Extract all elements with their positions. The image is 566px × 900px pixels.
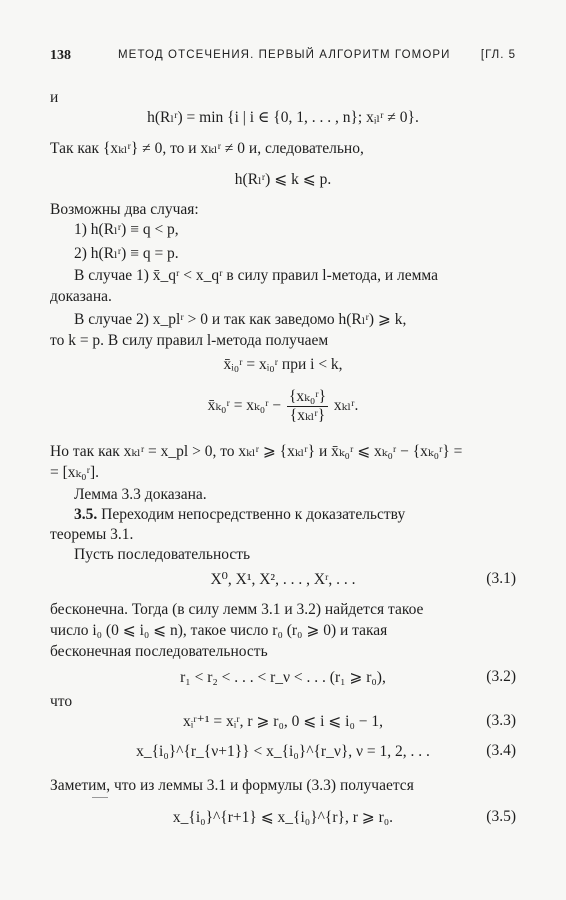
equation-3-5: x_{i₀}^{r+1} ⩽ x_{i₀}^{r}, r ⩾ r₀.	[172, 809, 394, 826]
equation-h-definition: h(Rₗʳ) = min {i | i ∈ {0, 1, . . . , n}; xᵢₗʳ ≠ 0}.	[147, 109, 419, 126]
equation-i0: x̄ᵢ₀ʳ = xᵢ₀ʳ при i < k,	[223, 356, 343, 373]
equation-bound: h(Rₗʳ) ⩽ k ⩽ p.	[234, 171, 332, 188]
text-line: Но так как xₖₗʳ = x_pl > 0, то xₖₗʳ ⩾ {xₖₗʳ} и x̄ₖ₀ʳ ⩽ xₖ₀ʳ − {xₖ₀ʳ} =	[50, 443, 463, 460]
equation-k0-left: x̄ₖ₀ʳ = xₖ₀ʳ −	[207, 397, 282, 414]
text-line: что	[50, 693, 73, 710]
equation-k0	[50, 386, 516, 426]
equation-tag-3-5: (3.5)	[486, 808, 516, 825]
text-line: доказана.	[50, 288, 112, 305]
equation-3-1: X⁰, X¹, X², . . . , Xʳ, . . .	[210, 571, 356, 588]
case-1: 1) h(Rₗʳ) ≡ q < p,	[74, 221, 179, 238]
text-line: и	[50, 89, 59, 106]
text-line: то k = p. В силу правил l-метода получаем	[50, 332, 329, 349]
text-line: бесконечна. Тогда (в силу лемм 3.1 и 3.2) найдется такое	[50, 601, 424, 618]
text-line: теоремы 3.1.	[50, 526, 134, 543]
section-number: 3.5.	[74, 506, 98, 523]
chapter-marker: [ГЛ. 5	[480, 49, 516, 61]
equation-tag-3-2: (3.2)	[486, 668, 516, 685]
equation-3-3: xᵢʳ⁺¹ = xᵢʳ, r ⩾ r₀, 0 ⩽ i ⩽ i₀ − 1,	[183, 713, 383, 730]
equation-tag-3-1: (3.1)	[486, 570, 516, 587]
equation-tag-3-3: (3.3)	[486, 712, 516, 729]
margin-mark	[92, 797, 108, 798]
text-line: Заметим, что из леммы 3.1 и формулы (3.3) получается	[50, 777, 414, 794]
page-number: 138	[50, 48, 71, 63]
text-line: Возможны два случая:	[50, 201, 199, 218]
text-line: число i₀ (0 ⩽ i₀ ⩽ n), такое число r₀ (r₀ ⩾ 0) и такая	[50, 622, 388, 639]
case-2: 2) h(Rₗʳ) ≡ q = p.	[74, 245, 179, 262]
text-line: В случае 2) x_plʳ > 0 и так как заведомо h(Rₗʳ) ⩾ k,	[74, 311, 407, 328]
equation-k0-right: xₖₗʳ.	[333, 397, 359, 414]
page-header	[50, 48, 516, 68]
fraction-numerator: {xₖ₀ʳ}	[288, 387, 327, 405]
text-line: Пусть последовательность	[74, 546, 251, 563]
fraction	[287, 388, 328, 425]
text-line: Лемма 3.3 доказана.	[74, 486, 207, 503]
equation-3-4: x_{i₀}^{r_{ν+1}} < x_{i₀}^{r_ν}, ν = 1, 2, . . .	[136, 743, 430, 760]
text-line: Так как {xₖₗʳ} ≠ 0, то и xₖₗʳ ≠ 0 и, следовательно,	[50, 140, 364, 157]
equation-tag-3-4: (3.4)	[486, 742, 516, 759]
text-line: = [xₖ₀ʳ].	[50, 464, 99, 481]
section-heading	[74, 505, 516, 525]
section-text: Переходим непосредственно к доказательству	[97, 506, 406, 523]
running-title: МЕТОД ОТСЕЧЕНИЯ. ПЕРВЫЙ АЛГОРИТМ ГОМОРИ	[118, 49, 451, 61]
fraction-denominator: {xₖₗʳ}	[289, 406, 326, 424]
text-line: бесконечная последовательность	[50, 643, 268, 660]
equation-3-2: r₁ < r₂ < . . . < r_ν < . . . (r₁ ⩾ r₀),	[180, 669, 386, 686]
text-line: В случае 1) x̄_qʳ < x_qʳ в силу правил l-метода, и лемма	[74, 267, 438, 284]
